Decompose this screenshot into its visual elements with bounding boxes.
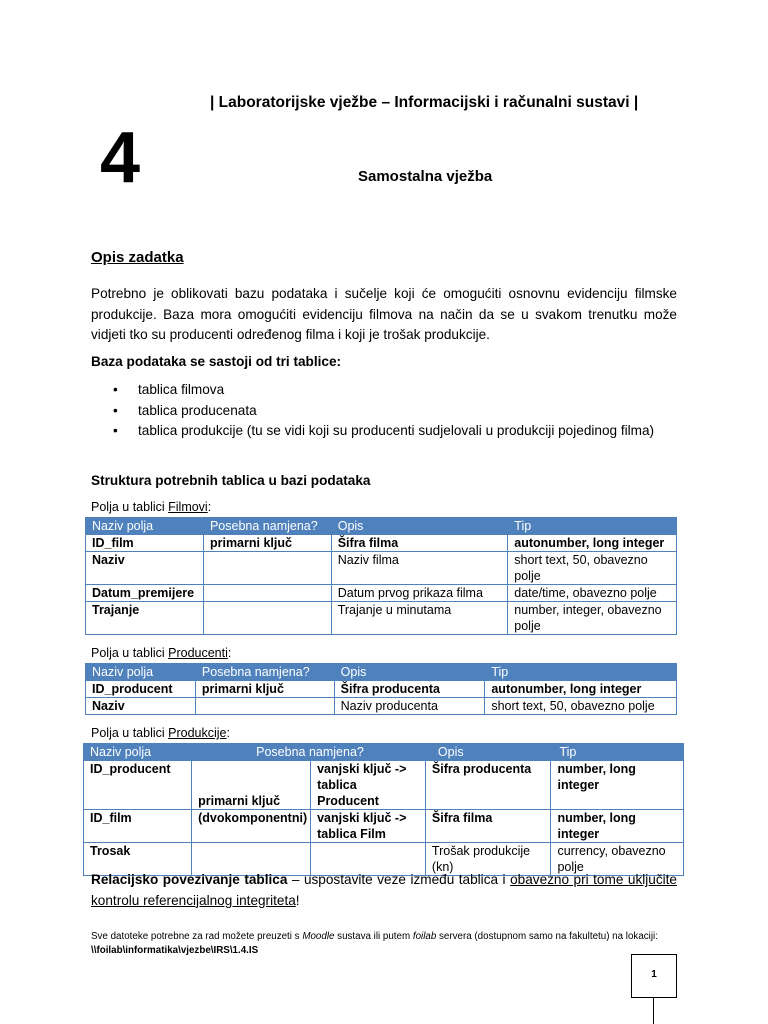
table-cell: short text, 50, obavezno polje [485, 698, 677, 715]
table-row [86, 681, 677, 698]
table-cell: Datum_premijere [86, 585, 204, 602]
column-header: Posebna namjena? [203, 518, 331, 535]
column-header: Tip [551, 744, 684, 761]
table-cell: ID_producent [86, 681, 196, 698]
table-header-row [86, 518, 677, 535]
table-row [86, 585, 677, 602]
bullet-icon: • [113, 382, 118, 397]
table-cell: ID_producent [84, 761, 192, 810]
table-header-row [86, 664, 677, 681]
table-cell: Trosak [84, 843, 192, 876]
relations-paragraph [91, 870, 677, 911]
note-text: servera (dostupnom samo na fakultetu) na lokaciji: [436, 931, 658, 942]
table-cell: Naziv [86, 698, 196, 715]
caption-table-name: Producenti [168, 646, 228, 660]
exercise-subtitle: Samostalna vježba [358, 168, 493, 185]
column-header: Tip [508, 518, 677, 535]
table-header-row [84, 744, 684, 761]
table-row [86, 535, 677, 552]
column-header: Naziv polja [84, 744, 192, 761]
page-number-box [631, 954, 677, 998]
relations-bold: Relacijsko povezivanje tablica [91, 872, 288, 887]
note-text: Sve datoteke potrebne za rad možete preuzeti s [91, 931, 303, 942]
table-cell: vanjski ključ -> tablica Film [311, 810, 426, 843]
table-cell: Naziv filma [331, 552, 508, 585]
bullet-icon: • [113, 402, 118, 418]
caption-table-name: Produkcije [168, 726, 227, 740]
note-text: sustava ili putem [334, 931, 413, 942]
table-cell: Trajanje u minutama [331, 602, 508, 635]
table-cell: Šifra filma [331, 535, 508, 552]
list-item-text: tablica producenata [138, 402, 257, 418]
table-caption-filmovi [91, 500, 211, 514]
table-cell: ID_film [86, 535, 204, 552]
table-cell: Šifra filma [425, 810, 551, 843]
column-header: Opis [334, 664, 485, 681]
table-cell: number, long integer [551, 810, 684, 843]
column-header: Opis [425, 744, 551, 761]
table-cell: Šifra producenta [334, 681, 485, 698]
caption-suffix: : [226, 726, 230, 740]
download-note [91, 930, 677, 958]
chapter-number: 4 [100, 118, 141, 198]
table-filmovi [85, 517, 677, 635]
table-caption-produkcije [91, 726, 230, 740]
table-cell: primarni ključ [195, 681, 334, 698]
page-number-line [653, 997, 654, 1024]
table-cell: autonumber, long integer [485, 681, 677, 698]
caption-suffix: : [227, 646, 232, 660]
column-header: Posebna namjena? [192, 744, 426, 761]
list-item-text: tablica produkcije (tu se vidi koji su producenti sudjelovali u produkciji pojedinog filma) [138, 423, 655, 438]
note-foilab: foilab [412, 931, 437, 942]
network-path: \\foilab\informatika\vjezbe\IRS\1.4.IS [91, 945, 259, 956]
document-header: | Laboratorijske vježbe – Informacijski i računalni sustavi | [210, 94, 639, 111]
table-list [91, 380, 677, 442]
intro-paragraph: Potrebno je oblikovati bazu podataka i sučelje koji će omogućiti osnovnu evidenciju filmske produkcije. Baza mora omogućiti evidenciju filmova na način da se u svakom trenutku može vidjeti tko su producenti određenog filma i koji je trošak produkcije. [91, 286, 677, 342]
table-cell: ID_film [84, 810, 192, 843]
column-header: Posebna namjena? [195, 664, 334, 681]
table-cell: Trajanje [86, 602, 204, 635]
table-cell: (dvokomponentni) [192, 810, 311, 843]
table-cell: date/time, obavezno polje [508, 585, 677, 602]
bullet-icon: • [113, 423, 118, 438]
relations-text: – uspostavite veze između tablica i [287, 872, 511, 887]
caption-table-name: Filmovi [168, 500, 208, 514]
column-header: Naziv polja [86, 518, 204, 535]
column-header: Opis [331, 518, 508, 535]
list-item [91, 380, 677, 401]
table-row [86, 602, 677, 635]
tables-intro: Baza podataka se sastoji od tri tablice: [91, 354, 342, 369]
caption-prefix: Polja u tablici [91, 500, 169, 514]
relations-end: ! [295, 892, 300, 908]
caption-prefix: Polja u tablici [91, 646, 169, 660]
table-cell: Trošak produkcije (kn) [425, 843, 551, 876]
caption-suffix: : [207, 500, 212, 514]
table-cell [203, 585, 331, 602]
table-row [86, 552, 677, 585]
table-row [84, 761, 684, 810]
note-moodle: Moodle [302, 931, 335, 942]
table-cell: Šifra producenta [425, 761, 551, 810]
table-cell: short text, 50, obavezno polje [508, 552, 677, 585]
table-cell [203, 602, 331, 635]
table-row [84, 810, 684, 843]
table-cell: number, integer, obavezno polje [508, 602, 677, 635]
list-item [91, 401, 677, 422]
column-header: Naziv polja [86, 664, 196, 681]
table-cell: currency, obavezno polje [551, 843, 684, 876]
table-cell: Naziv [86, 552, 204, 585]
table-cell: autonumber, long integer [508, 535, 677, 552]
section-title: Opis zadatka [91, 249, 184, 266]
table-cell [203, 552, 331, 585]
list-item-text: tablica filmova [138, 382, 225, 397]
page-number: 1 [651, 969, 657, 980]
table-row [86, 698, 677, 715]
table-cell: Datum prvog prikaza filma [331, 585, 508, 602]
column-header: Tip [485, 664, 677, 681]
table-cell: Naziv producenta [334, 698, 485, 715]
caption-prefix: Polja u tablici [91, 726, 169, 740]
table-cell: number, long integer [551, 761, 684, 810]
table-cell: primarni ključ [192, 761, 311, 810]
table-cell: primarni ključ [203, 535, 331, 552]
table-cell [195, 698, 334, 715]
list-item [91, 421, 677, 442]
structure-title: Struktura potrebnih tablica u bazi podataka [91, 473, 371, 488]
table-produkcije [83, 743, 684, 876]
table-producenti [85, 663, 677, 715]
relations-underlined: obavezno pri tome uključite kontrolu referencijalnog integriteta [91, 872, 677, 908]
table-caption-producenti [91, 646, 231, 660]
table-cell: vanjski ključ -> tablica Producent [311, 761, 426, 810]
